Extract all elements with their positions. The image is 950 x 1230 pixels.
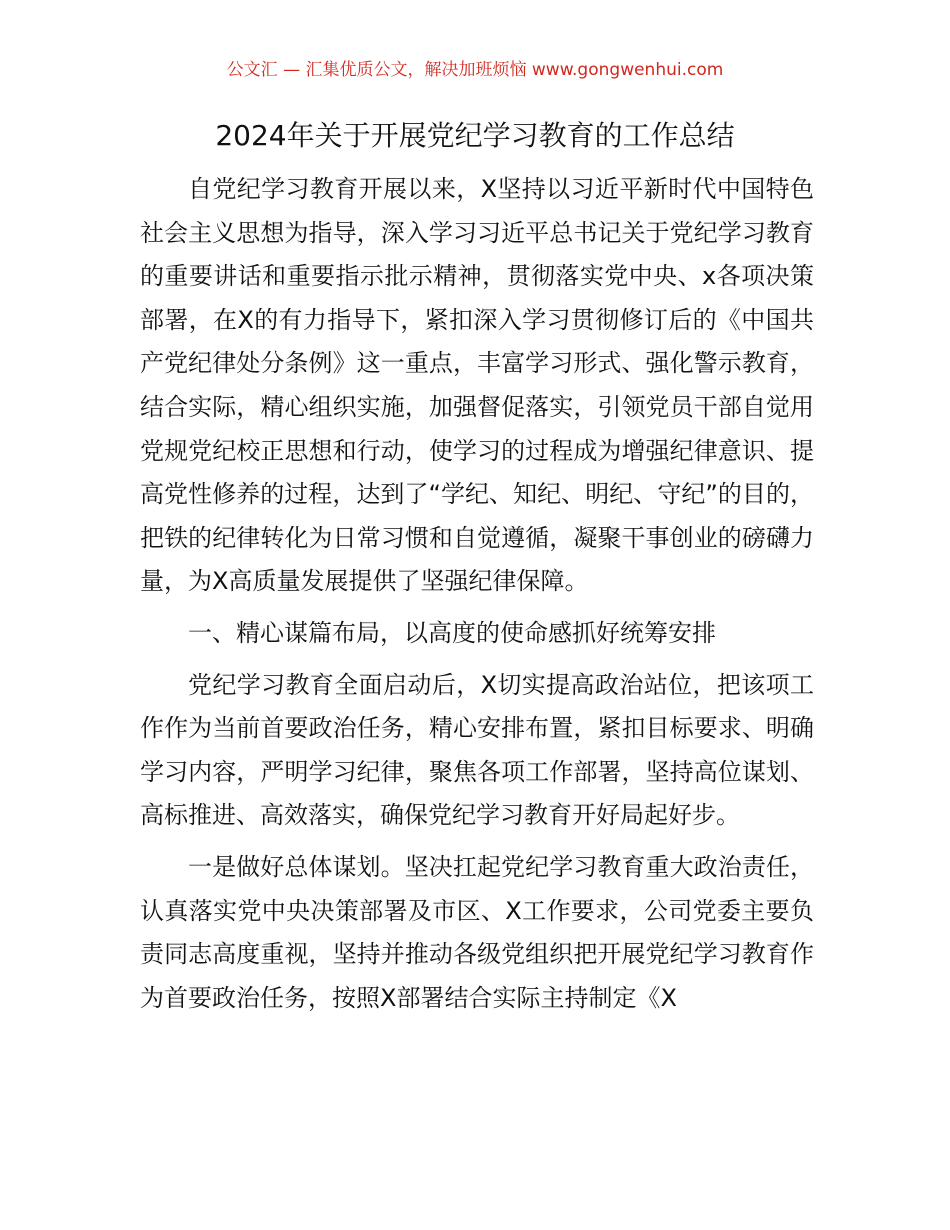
- point-paragraph: 一是做好总体谋划。坚决扛起党纪学习教育重大政治责任，认真落实党中央决策部署及市区、X工作要求，公司党委主要负责同志高度重视，坚持并推动各级党组织把开展党纪学习教育作为首要政治任务，按照X部署结合实际主持制定《X: [140, 852, 814, 1012]
- section-paragraph: 党纪学习教育全面启动后，X切实提高政治站位，把该项工作作为当前首要政治任务，精心安排布置，紧扣目标要求、明确学习内容，严明学习纪律，聚焦各项工作部署，坚持高位谋划、高标推进、高效落实，确保党纪学习教育开好局起好步。: [140, 670, 814, 830]
- intro-paragraph: 自党纪学习教育开展以来，X坚持以习近平新时代中国特色社会主义思想为指导，深入学习习近平总书记关于党纪学习教育的重要讲话和重要指示批示精神，贯彻落实党中央、x各项决策部署，在X的有力指导下，紧扣深入学习贯彻修订后的《中国共产党纪律处分条例》这一重点，丰富学习形式、强化警示教育，结合实际，精心组织实施，加强督促落实，引领党员干部自觉用党规党纪校正思想和行动，使学习的过程成为增强纪律意识、提高党性修养的过程，达到了“学纪、知纪、明纪、守纪”的目的，把铁的纪律转化为日常习惯和自觉遵循，凝聚干事创业的磅礴力量，为X高质量发展提供了坚强纪律保障。: [140, 175, 814, 596]
- site-banner: 公文汇 — 汇集优质公文，解决加班烦恼 www.gongwenhui.com: [226, 60, 724, 80]
- document-title: 2024年关于开展党纪学习教育的工作总结: [215, 119, 735, 152]
- document-body: [140, 168, 814, 1020]
- section-heading: 一、精心谋篇布局，以高度的使命感抓好统筹安排: [188, 618, 716, 647]
